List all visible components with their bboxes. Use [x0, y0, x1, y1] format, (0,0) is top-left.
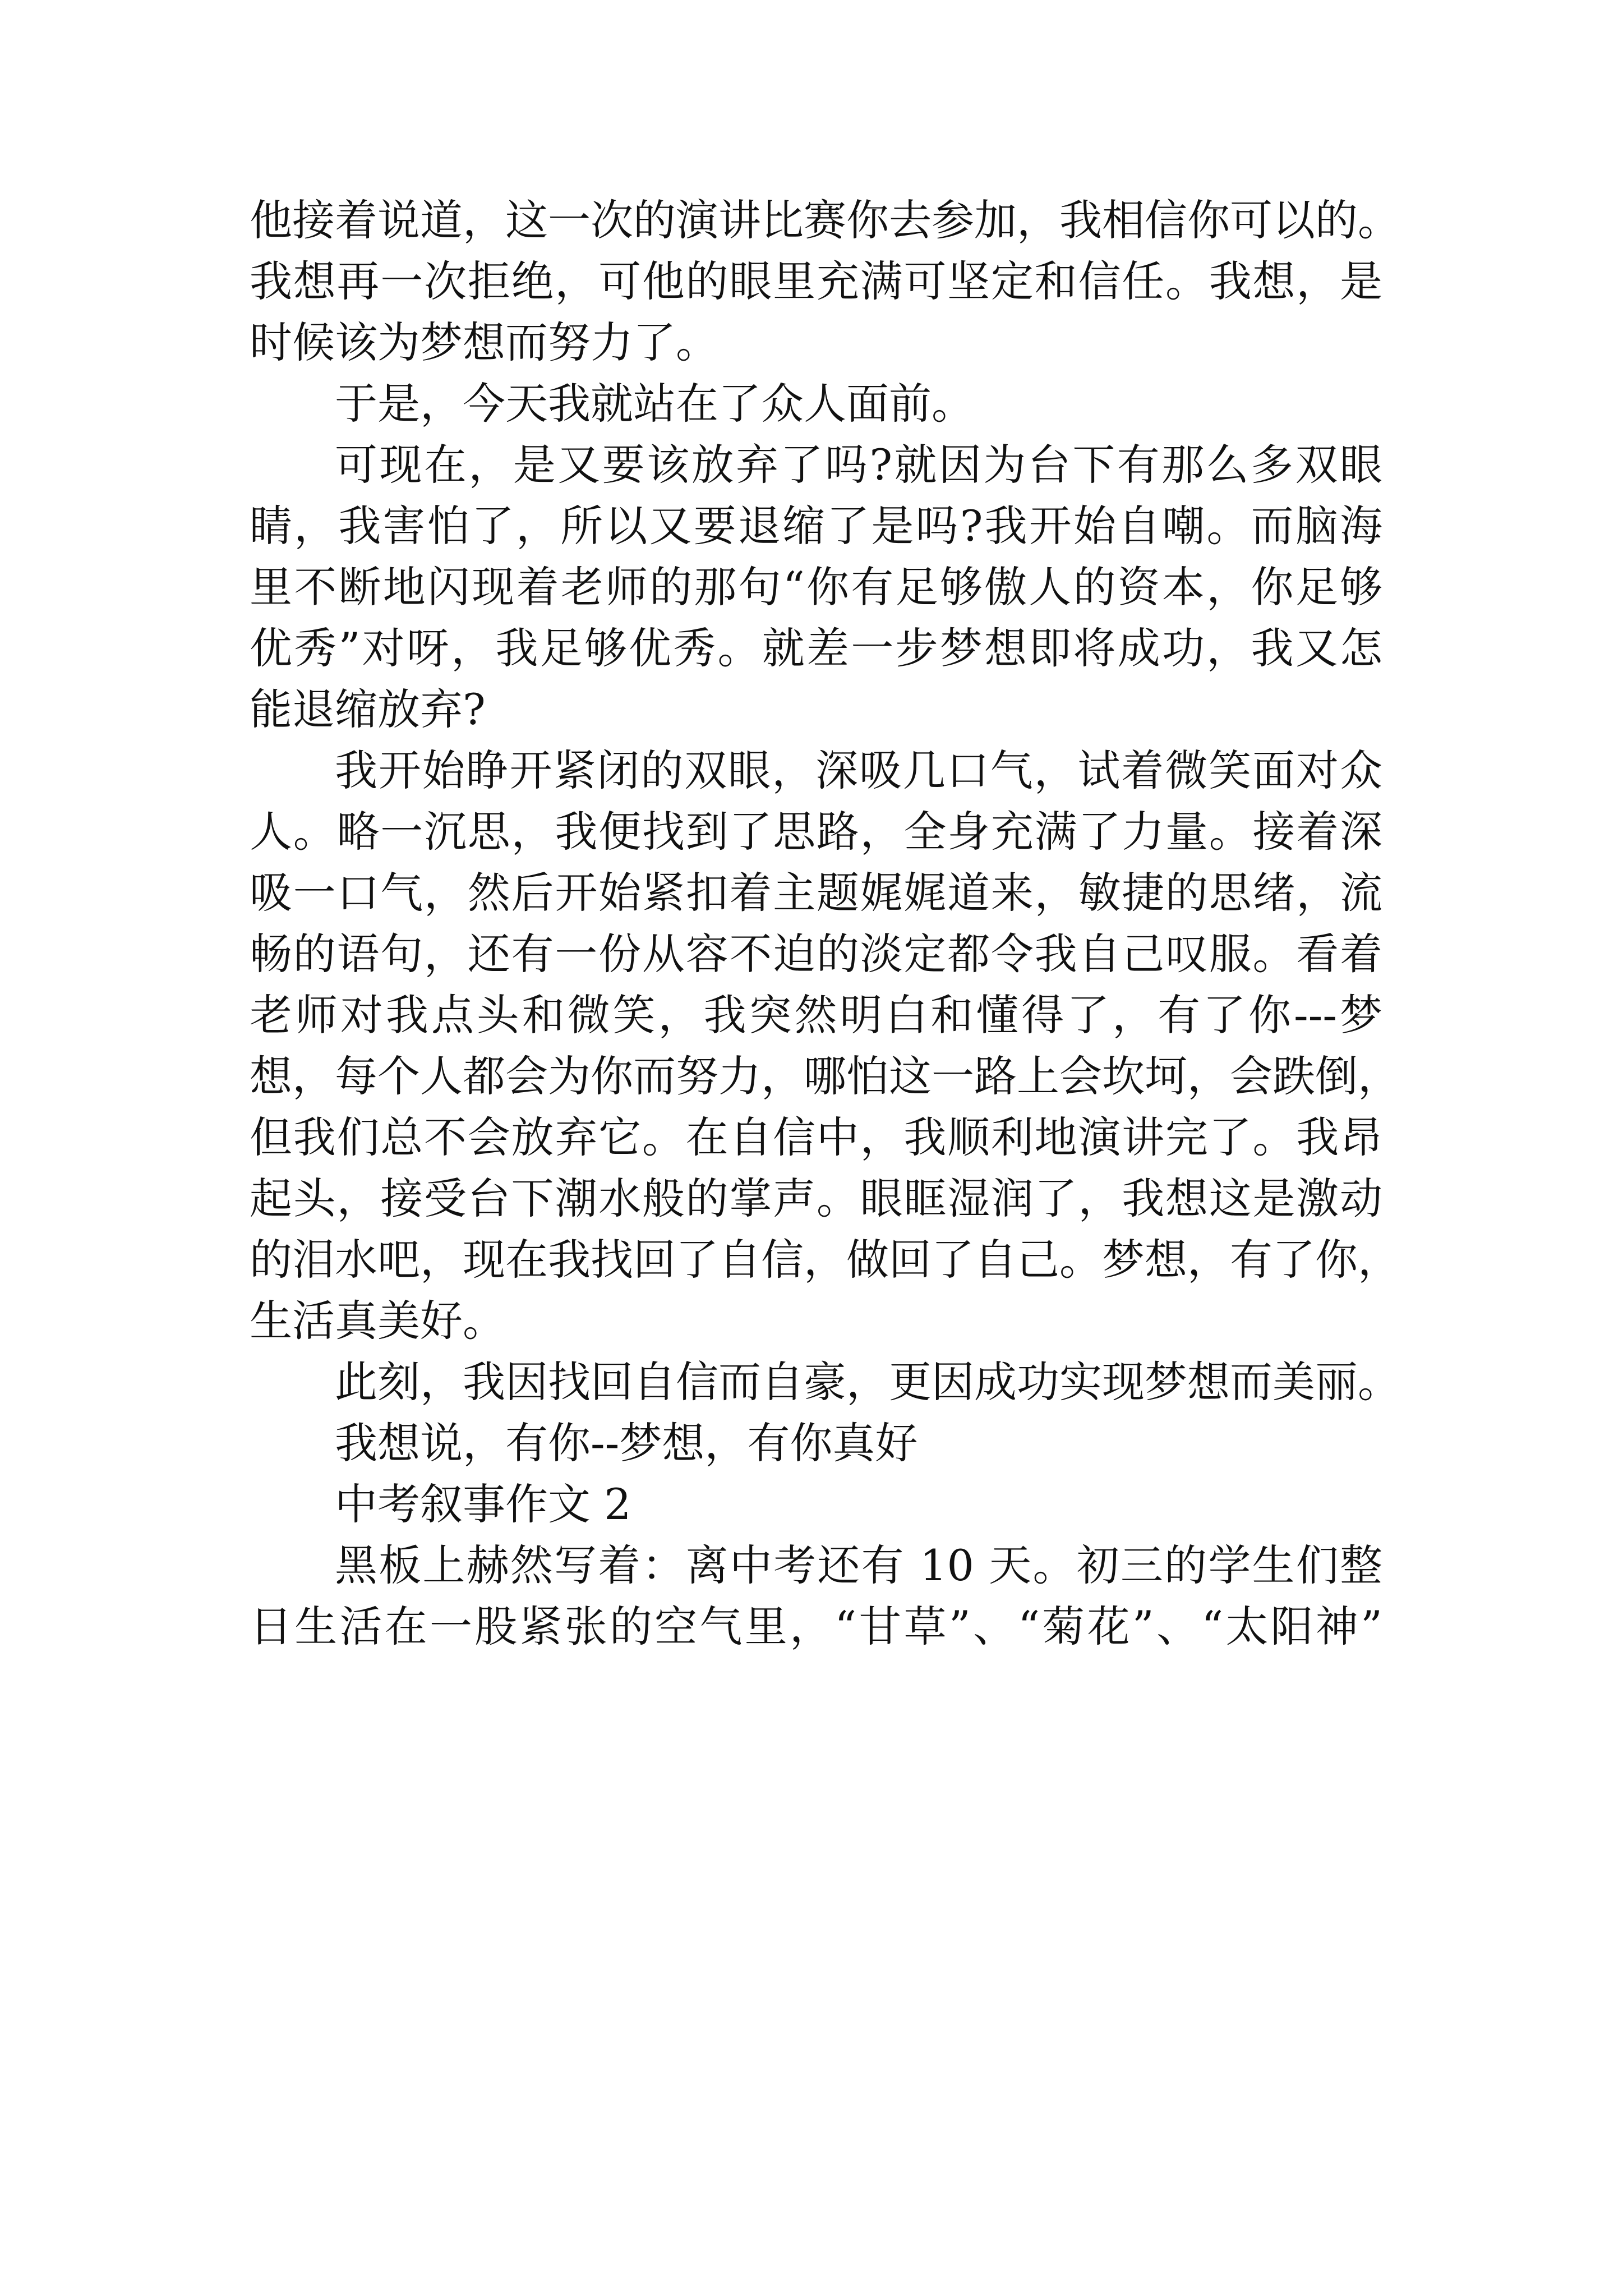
text-line: 起头，接受台下潮水般的掌声。眼眶湿润了，我想这是激动	[250, 1174, 1382, 1223]
text-line: 黑板上赫然写着：离中考还有 10 天。初三的学生们整	[335, 1540, 1382, 1590]
text-line: 人。略一沉思，我便找到了思路，全身充满了力量。接着深	[250, 807, 1382, 857]
text-line: 生活真美好。	[250, 1296, 505, 1346]
text-line: 吸一口气，然后开始紧扣着主题娓娓道来，敏捷的思绪，流	[250, 868, 1382, 918]
text-line: 睛，我害怕了，所以又要退缩了是吗?我开始自嘲。而脑海	[250, 501, 1382, 551]
text-line: 时候该为梦想而努力了。	[250, 318, 718, 367]
text-line: 此刻，我因找回自信而自豪，更因成功实现梦想而美丽。	[335, 1357, 1400, 1407]
document-body	[250, 190, 1400, 1657]
text-line: 中考叙事作文 2	[335, 1479, 631, 1529]
text-line: 优秀”对呀，我足够优秀。就差一步梦想即将成功，我又怎	[250, 623, 1382, 673]
text-line: 我开始睁开紧闭的双眼，深吸几口气，试着微笑面对众	[335, 746, 1382, 795]
text-line: 的泪水吧，现在我找回了自信，做回了自己。梦想，有了你，	[250, 1235, 1400, 1285]
text-line: 可现在，是又要该放弃了吗?就因为台下有那么多双眼	[335, 440, 1382, 490]
text-line: 于是，今天我就站在了众人面前。	[335, 379, 974, 429]
text-line: 能退缩放弃?	[250, 684, 486, 734]
text-line: 但我们总不会放弃它。在自信中，我顺利地演讲完了。我昂	[250, 1112, 1382, 1162]
text-line: 老师对我点头和微笑，我突然明白和懂得了，有了你---梦	[250, 990, 1382, 1040]
text-line: 畅的语句，还有一份从容不迫的淡定都令我自己叹服。看着	[250, 929, 1382, 979]
text-line: 他接着说道，这一次的演讲比赛你去参加，我相信你可以的。	[250, 195, 1400, 245]
text-line: 里不断地闪现着老师的那句“你有足够傲人的资本，你足够	[250, 562, 1382, 612]
text-line: 想，每个人都会为你而努力，哪怕这一路上会坎坷，会跌倒，	[250, 1051, 1400, 1101]
text-line: 我想说，有你--梦想，有你真好	[335, 1418, 918, 1468]
text-line: 日生活在一股紧张的空气里，“甘草”、“菊花”、“太阳神”	[250, 1602, 1382, 1651]
text-line: 我想再一次拒绝，可他的眼里充满可坚定和信任。我想，是	[250, 256, 1382, 306]
